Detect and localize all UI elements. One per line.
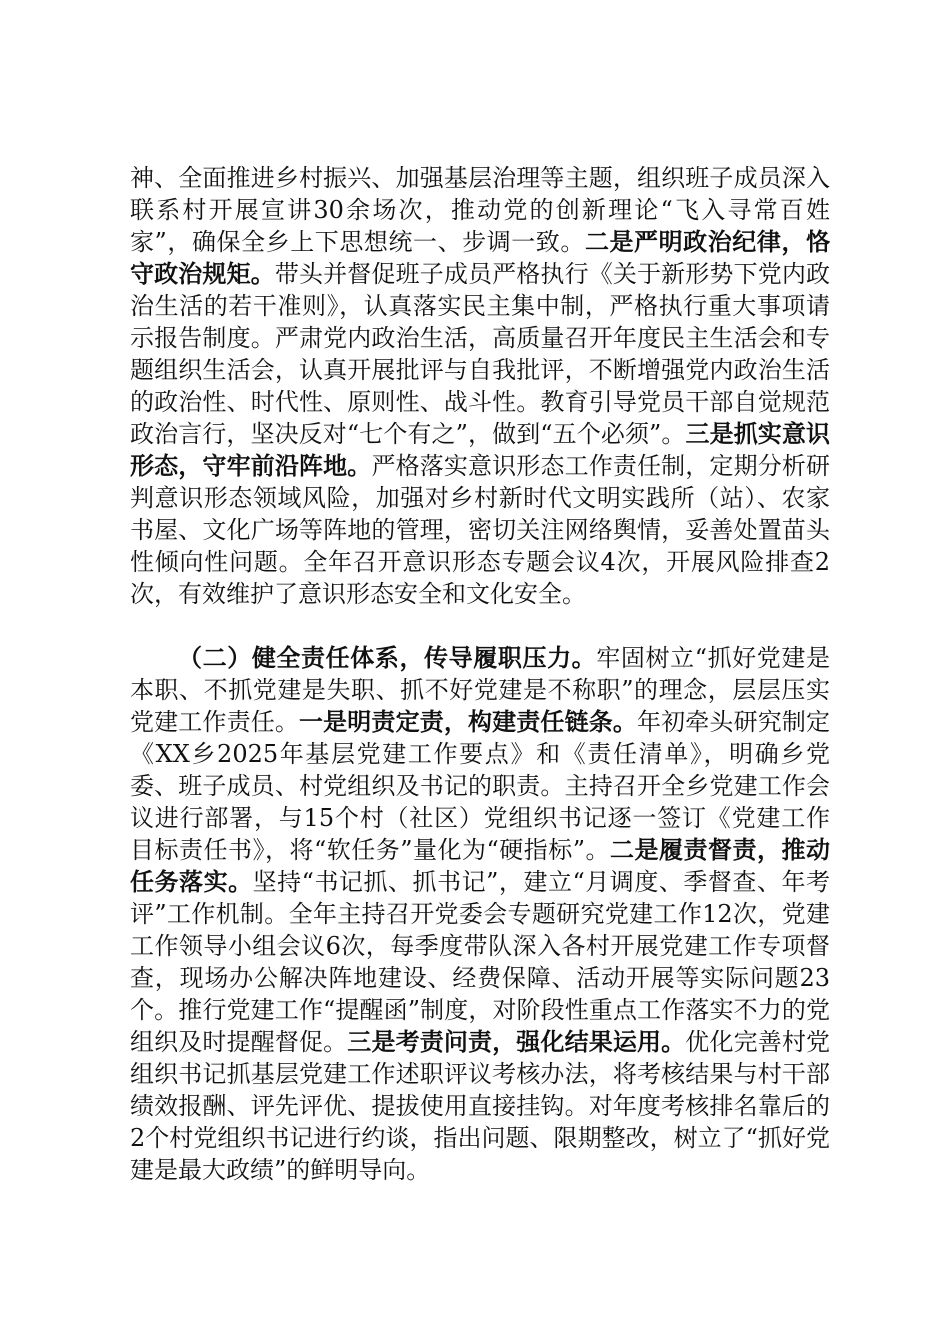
text-segment: 牢固树立“抓好党建是本职、不抓党建是失职、抓不好党建是不称职”的理念，层层压实党建工作责任。	[130, 644, 830, 736]
bold-heading-ideology: 三是抓实意识形态，守牢前沿阵地。	[130, 420, 831, 480]
text-segment: 带头并督促班子成员严格执行《关于新形势下党内政治生活的若干准则》，认真落实民主集中制，严格执行重大事项请示报告制度。严肃党内政治生活，高质量召开年度民主生活会和专题组织生活会，认真开展批评与自我批评，不断增强党内政治生活的政治性、时代性、原则性、战斗性。教育引导党员干部自觉规范政治言行，坚决反对“七个有之”，做到“五个必须”。	[130, 260, 831, 448]
text-segment: 神、全面推进乡村振兴、加强基层治理等主题，组织班子成员深入联系村开展宣讲30余场次，推动党的创新理论“飞入寻常百姓家”，确保全乡上下思想统一、步调一致。	[130, 164, 830, 256]
text-segment: 严格落实意识形态工作责任制，定期分析研判意识形态领域风险，加强对乡村新时代文明实践所（站）、农家书屋、文化广场等阵地的管理，密切关注网络舆情，妥善处置苗头性倾向性问题。全年召开意识形态专题会议4次，开展风险排查2次，有效维护了意识形态安全和文化安全。	[130, 452, 831, 608]
bold-heading-assess-duty: 三是考责问责，强化结果运用。	[347, 1028, 686, 1056]
text-segment: 坚持“书记抓、抓书记”，建立“月调度、季督查、年考评”工作机制。全年主持召开党委会专题研究党建工作12次，党建工作领导小组会议6次，每季度带队深入各村开展党建工作专项督查，现场办公解决阵地建设、经费保障、活动开展等实际问题23个。推行党建工作“提醒函”制度，对阶段性重点工作落实不力的党组织及时提醒督促。	[130, 868, 831, 1056]
bold-heading-supervise-duty: 二是履责督责，推动任务落实。	[130, 836, 831, 896]
paragraph-responsibility-system	[130, 642, 830, 1186]
section-heading: （二）健全责任体系，传导履职压力。	[178, 644, 597, 672]
document-body	[130, 162, 830, 1186]
bold-heading-define-duty: 一是明责定责，构建责任链条。	[299, 708, 637, 736]
paragraph-ideological-work	[130, 162, 830, 610]
text-segment: 年初牵头研究制定《XX乡2025年基层党建工作要点》和《责任清单》，明确乡党委、班子成员、村党组织及书记的职责。主持召开全乡党建工作会议进行部署，与15个村（社区）党组织书记逐一签订《党建工作目标责任书》，将“软任务”量化为“硬指标”。	[130, 708, 830, 864]
text-segment: 优化完善村党组织书记抓基层党建工作述职评议考核办法，将考核结果与村干部绩效报酬、评先评优、提拔使用直接挂钩。对年度考核排名靠后的2个村党组织书记进行约谈，指出问题、限期整改，树立了“抓好党建是最大政绩”的鲜明导向。	[130, 1028, 831, 1184]
bold-heading-discipline: 二是严明政治纪律，恪守政治规矩。	[130, 228, 830, 288]
